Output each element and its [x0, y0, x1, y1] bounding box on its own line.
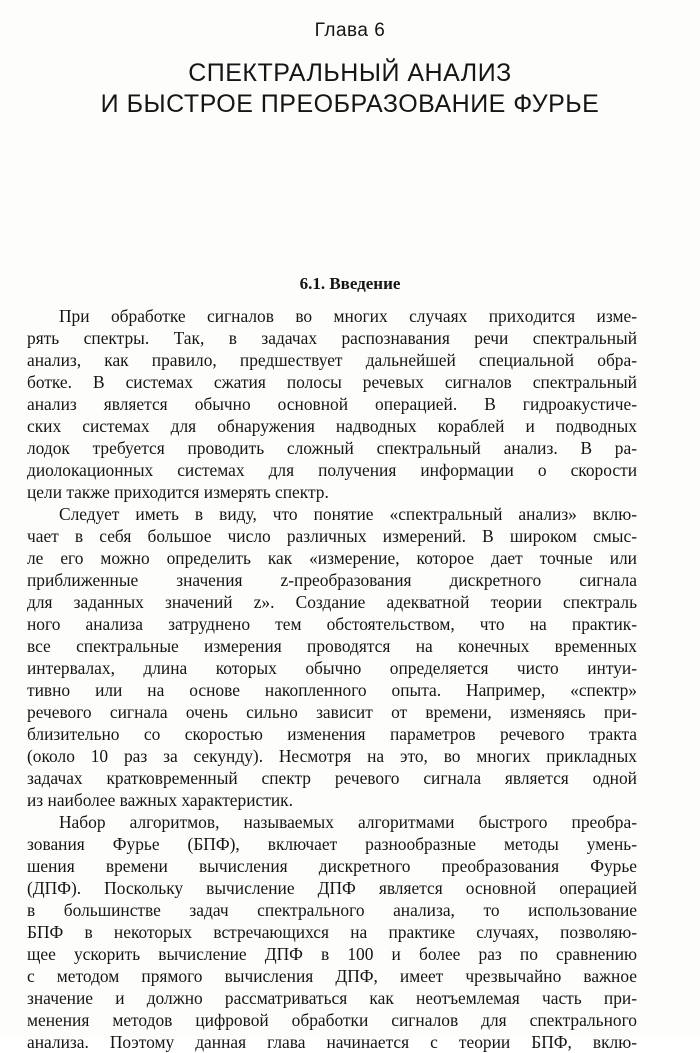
text-line: анализ, как правило, предшествует дальнейшей специальной обра- [27, 350, 637, 370]
chapter-title-line-2: И БЫСТРОЕ ПРЕОБРАЗОВАНИЕ ФУРЬЕ [100, 90, 600, 118]
text-line: рять спектры. Так, в задачах распознавания речи спектральный [27, 328, 637, 348]
text-line: анализа. Поэтому данная глава начинается с теории БПФ, вклю- [27, 1032, 637, 1052]
text-line: для заданных значений z». Создание адекватной теории спектраль [27, 592, 637, 612]
text-line: При обработке сигналов во многих случаях прихoдится изме- [59, 306, 637, 326]
section-heading: 6.1. Введение [299, 274, 401, 293]
text-line: зования Фурье (БПФ), включает разнообразные методы умень- [27, 834, 637, 854]
text-line: Следует иметь в виду, что понятие «спектральный анализ» вклю- [59, 504, 637, 524]
text-line: ботке. В системах сжатия полосы речевых сигналов спектральный [27, 372, 637, 392]
text-line: менения методов цифровой обработки сигналов для спектрального [27, 1010, 637, 1030]
text-line: с методом прямого вычисления ДПФ, имеет чрезвычайно важное [27, 966, 637, 986]
text-line: ного анализа затруднено тем обстоятельством, что на практик- [27, 614, 637, 634]
text-line: (ДПФ). Поскольку вычисление ДПФ является основной операцией [27, 878, 637, 898]
text-line: из наиболее важных характеристик. [27, 790, 293, 810]
chapter-label: Глава 6 [314, 20, 386, 41]
chapter-title [0, 58, 700, 120]
text-line: ских системах для обнаружения надводных кораблей и подводных [27, 416, 637, 436]
text-line: чает в себя большое число различных измерений. В широком смыс- [27, 526, 637, 546]
text-line: ле его можно определить как «измерение, которое дает точные или [27, 548, 637, 568]
text-line: диолокационных системах для получения информации о скорости [27, 460, 637, 480]
chapter-title-line-1: СПЕКТРАЛЬНЫЙ АНАЛИЗ [188, 59, 512, 87]
text-line: интервалах, длина которых обычно определяется чисто интуи- [27, 658, 637, 678]
text-line: приближенные значения z-преобразования дискретного сигнала [27, 570, 637, 590]
text-line: анализ является обычно основной операцией. В гидроакустиче- [27, 394, 637, 414]
paragraph [27, 503, 637, 811]
paragraph [27, 305, 637, 503]
text-line: БПФ в некоторых встречающихся на практике случаях, позволяю- [27, 922, 637, 942]
text-line: шения времени вычисления дискретного преобразования Фурье [27, 856, 637, 876]
text-line: щее ускорить вычисление ДПФ в 100 и более раз по сравнению [27, 944, 637, 964]
text-line: задачах кратковременный спектр речевого сигнала является одной [27, 768, 637, 788]
text-line: лодок требуется проводить сложный спектральный анализ. В ра- [27, 438, 637, 458]
text-line: в большинстве задач спектрального анализа, то использование [27, 900, 637, 920]
text-line: речевого сигнала очень сильно зависит от времени, изменяясь при- [27, 702, 637, 722]
text-line: близительно со скоростью изменения параметров речевого тракта [27, 724, 637, 744]
text-line: цели также приходится измерять спектр. [27, 482, 329, 502]
text-line: тивно или на основе накопленного опыта. Например, «спектр» [27, 680, 637, 700]
text-line: значение и должно рассматриваться как неотъемлемая часть при- [27, 988, 637, 1008]
text-line: Набор алгоритмов, называемых алгоритмами быстрого преобра- [59, 812, 637, 832]
text-line: все спектральные измерения проводятся на конечных временных [27, 636, 637, 656]
body-text [27, 305, 637, 1053]
paragraph [27, 811, 637, 1053]
text-line: (около 10 раз за секунду). Несмотря на это, во многих прикладных [27, 746, 637, 766]
